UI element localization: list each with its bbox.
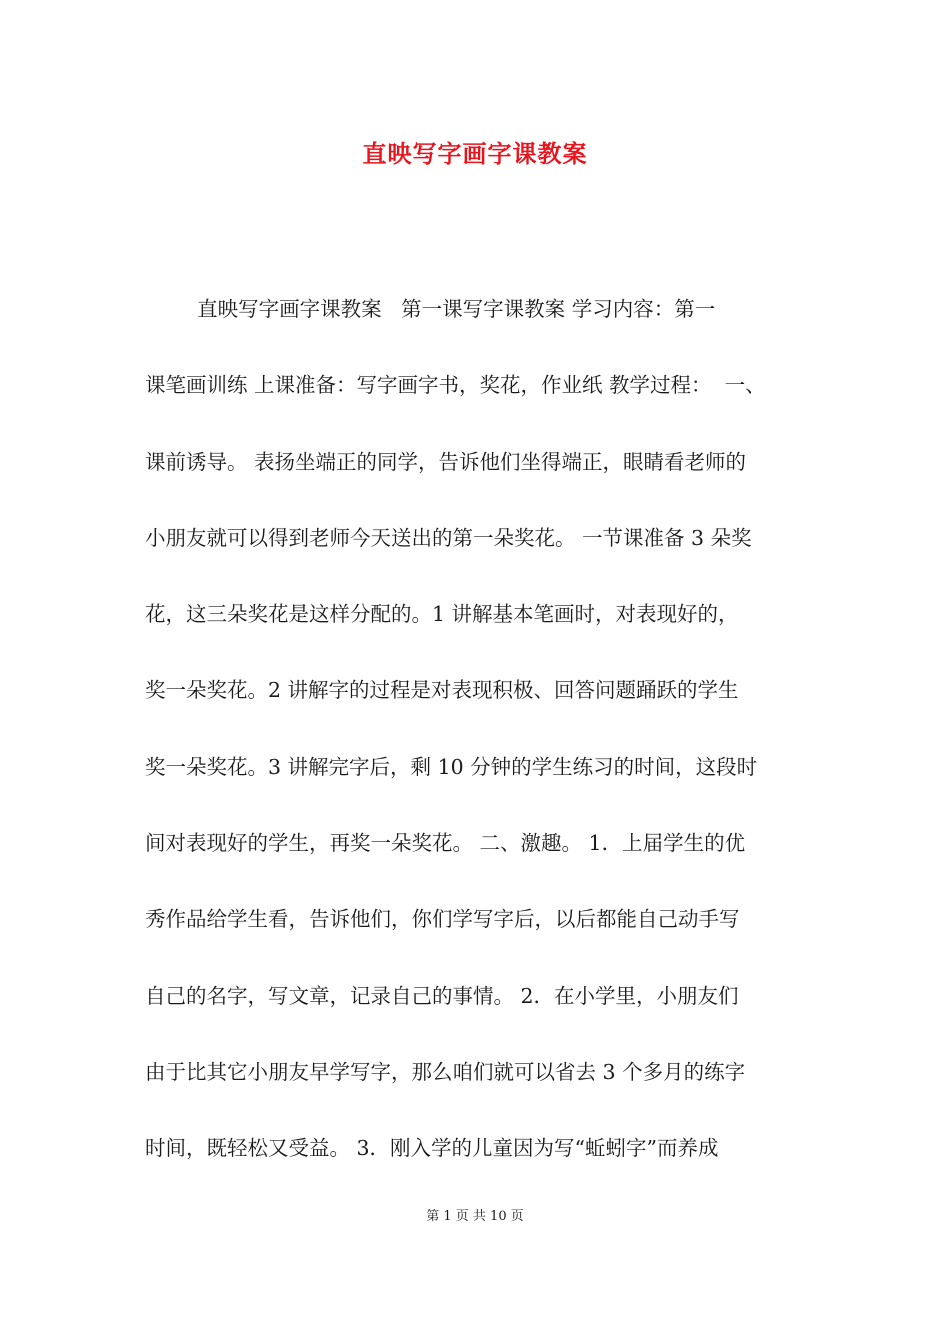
body-line: 由于比其它小朋友早学写字，那么咱们就可以省去 3 个多月的练字 xyxy=(145,1059,746,1084)
document-body xyxy=(145,271,825,1187)
body-line: 时间，既轻松又受益。 3．刚入学的儿童因为写“蚯蚓字”而养成 xyxy=(145,1136,719,1161)
body-line: 小朋友就可以得到老师今天送出的第一朵奖花。 一节课准备 3 朵奖 xyxy=(145,525,752,550)
body-line: 课笔画训练 上课准备：写字画字书，奖花，作业纸 教学过程： 一、 xyxy=(145,373,766,398)
body-line: 自己的名字，写文章，记录自己的事情。 2．在小学里，小朋友们 xyxy=(145,983,739,1008)
body-line: 奖一朵奖花。2 讲解字的过程是对表现积极、回答问题踊跃的学生 xyxy=(145,678,739,703)
document-title: 直映写字画字课教案 xyxy=(362,139,588,168)
body-line: 直映写字画字课教案 第一课写字课教案 学习内容：第一 xyxy=(145,297,716,321)
body-line: 间对表现好的学生，再奖一朵奖花。 二、激趣。 1．上届学生的优 xyxy=(145,831,746,856)
body-line: 课前诱导。 表扬坐端正的同学，告诉他们坐得端正，眼睛看老师的 xyxy=(145,449,747,474)
body-line: 秀作品给学生看，告诉他们，你们学写字后，以后都能自己动手写 xyxy=(145,907,740,932)
page-footer: 第 1 页 共 10 页 xyxy=(426,1209,524,1224)
body-line: 奖一朵奖花。3 讲解完字后，剩 10 分钟的学生练习的时间，这段时 xyxy=(145,754,758,779)
body-line: 花，这三朵奖花是这样分配的。1 讲解基本笔画时，对表现好的， xyxy=(145,602,739,627)
